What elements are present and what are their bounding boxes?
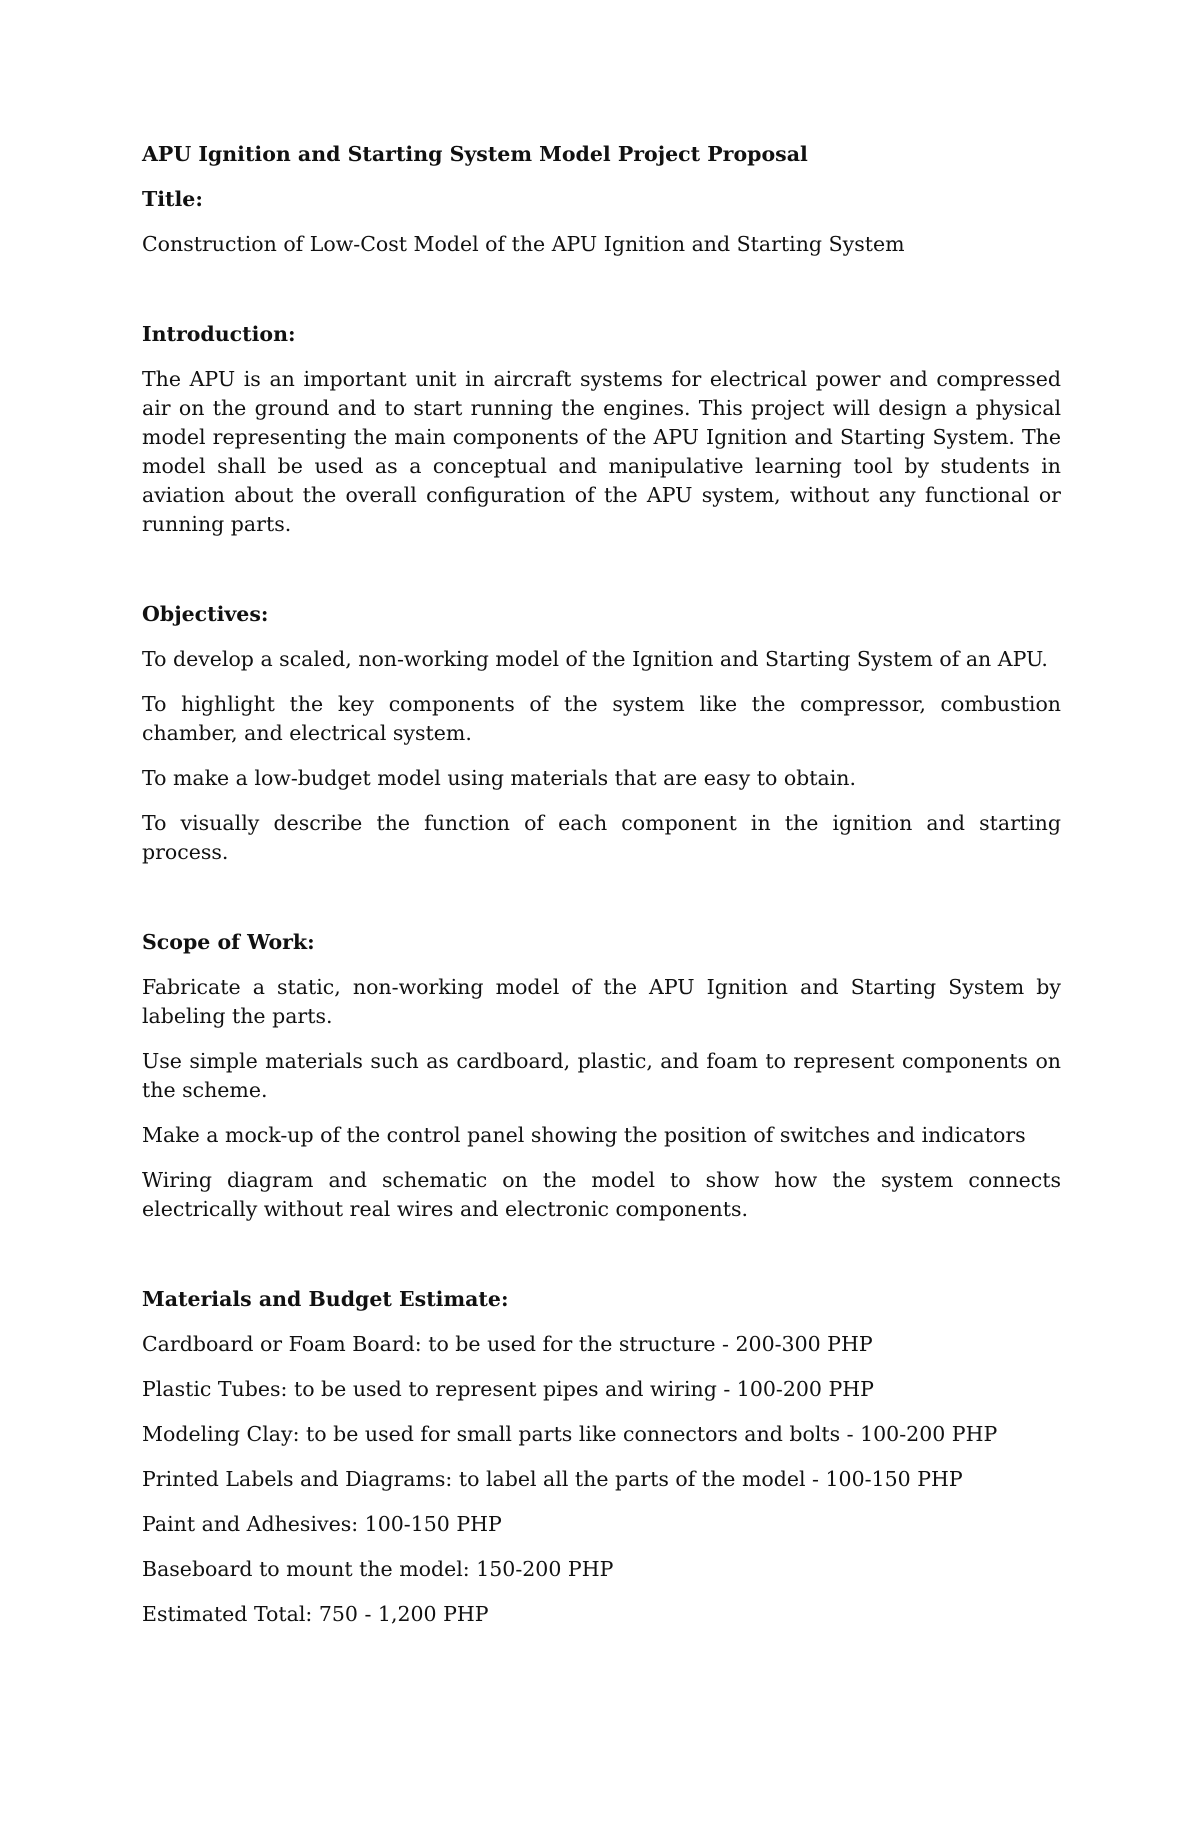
scope-item: Fabricate a static, non-working model of the APU Ignition and Starting System by labeling the parts. bbox=[142, 975, 1061, 1028]
objective-item: To make a low-budget model using materials that are easy to obtain. bbox=[142, 766, 857, 790]
document-page bbox=[142, 140, 1061, 1645]
objectives-heading: Objectives: bbox=[142, 602, 269, 626]
section-gap bbox=[142, 883, 1061, 928]
objective-item: To develop a scaled, non-working model of the Ignition and Starting System of an APU. bbox=[142, 647, 1048, 671]
document-title: APU Ignition and Starting System Model Project Proposal bbox=[142, 142, 808, 166]
section-gap bbox=[142, 275, 1061, 320]
introduction-heading: Introduction: bbox=[142, 322, 296, 346]
estimated-total: Estimated Total: 750 - 1,200 PHP bbox=[142, 1602, 489, 1626]
material-item: Modeling Clay: to be used for small parts like connectors and bolts - 100-200 PHP bbox=[142, 1422, 998, 1446]
scope-heading: Scope of Work: bbox=[142, 930, 315, 954]
section-gap bbox=[142, 1240, 1061, 1285]
section-gap bbox=[142, 555, 1061, 600]
material-item: Baseboard to mount the model: 150-200 PHP bbox=[142, 1557, 614, 1581]
scope-item: Use simple materials such as cardboard, plastic, and foam to represent components on the scheme. bbox=[142, 1049, 1061, 1102]
title-label: Title: bbox=[142, 187, 203, 211]
objective-item: To highlight the key components of the system like the compressor, combustion chamber, and electrical system. bbox=[142, 692, 1061, 745]
title-value: Construction of Low-Cost Model of the APU Ignition and Starting System bbox=[142, 232, 905, 256]
material-item: Plastic Tubes: to be used to represent pipes and wiring - 100-200 PHP bbox=[142, 1377, 874, 1401]
materials-heading: Materials and Budget Estimate: bbox=[142, 1287, 509, 1311]
scope-item: Make a mock-up of the control panel showing the position of switches and indicators bbox=[142, 1123, 1026, 1147]
material-item: Paint and Adhesives: 100-150 PHP bbox=[142, 1512, 502, 1536]
objective-item: To visually describe the function of each component in the ignition and starting process. bbox=[142, 811, 1061, 864]
introduction-text: The APU is an important unit in aircraft systems for electrical power and compressed air on the ground and to start running the engines. This project will design a physical model representing the main components of the APU Ignition and Starting System. The model shall be used as a conceptual and manipulative learning tool by students in aviation about the overall configuration of the APU system, without any functional or running parts. bbox=[142, 367, 1061, 536]
material-item: Cardboard or Foam Board: to be used for the structure - 200-300 PHP bbox=[142, 1332, 873, 1356]
scope-item: Wiring diagram and schematic on the model to show how the system connects electrically without real wires and electronic components. bbox=[142, 1168, 1061, 1221]
material-item: Printed Labels and Diagrams: to label all the parts of the model - 100-150 PHP bbox=[142, 1467, 963, 1491]
